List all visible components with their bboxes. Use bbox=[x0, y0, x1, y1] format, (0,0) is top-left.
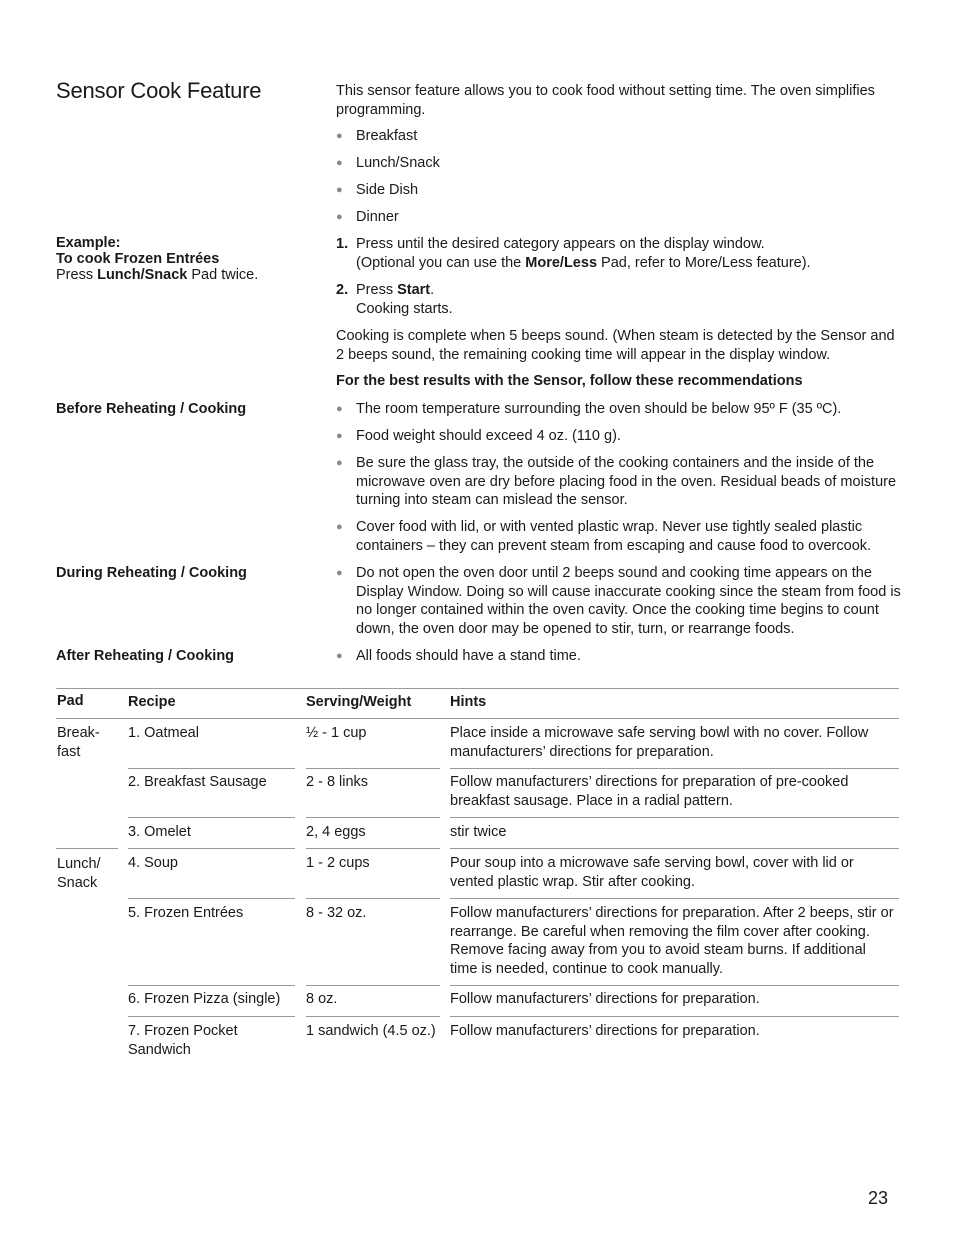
complete-paragraph: Cooking is complete when 5 beeps sound. (When steam is detected by the Sensor and 2 beeps sound, the remaining cooking time will appear in the display window. bbox=[336, 328, 895, 363]
step-text-suffix: . bbox=[430, 282, 435, 298]
cell-serving: 1 sandwich (4.5 oz.) bbox=[306, 1023, 436, 1039]
category-label: Breakfast bbox=[356, 128, 418, 144]
recommendation-item bbox=[336, 427, 901, 446]
row-rule bbox=[306, 848, 440, 849]
table-top-rule bbox=[56, 688, 899, 689]
row-rule bbox=[450, 985, 899, 986]
cell-recipe: 7. Frozen Pocket Sandwich bbox=[128, 1023, 238, 1058]
cell-recipe: 5. Frozen Entrées bbox=[128, 905, 244, 921]
column-header-pad: Pad bbox=[57, 693, 84, 709]
row-rule bbox=[128, 898, 295, 899]
recommendation-item bbox=[336, 518, 901, 556]
pad-lunch-snack: Lunch/ Snack bbox=[57, 856, 101, 891]
step-line: Cooking starts. bbox=[356, 300, 453, 317]
category-item bbox=[336, 181, 901, 200]
category-item bbox=[336, 127, 901, 146]
cell-serving: 2 - 8 links bbox=[306, 774, 369, 790]
step-2 bbox=[336, 281, 901, 319]
bullet-icon: ● bbox=[336, 567, 343, 579]
cell-hints: Follow manufacturers’ directions for preparation. bbox=[450, 1023, 760, 1039]
bullet-icon: ● bbox=[336, 184, 343, 196]
cell-hints: Place inside a microwave safe serving bowl with no cover. Follow manufacturers’ directions for preparation. bbox=[450, 725, 869, 760]
bullet-icon: ● bbox=[336, 521, 343, 533]
row-rule bbox=[306, 1016, 440, 1017]
recommendation-item bbox=[336, 564, 901, 639]
row-rule bbox=[306, 898, 440, 899]
step-text-prefix: (Optional you can use the bbox=[356, 254, 526, 271]
step-text-bold: Start bbox=[397, 282, 431, 298]
step-text-suffix: Pad, refer to More/Less feature). bbox=[597, 254, 811, 271]
row-rule bbox=[128, 768, 295, 769]
cell-serving: 1 - 2 cups bbox=[306, 855, 370, 871]
example-instruction bbox=[56, 267, 316, 283]
example-press-pad: Lunch/Snack bbox=[97, 267, 188, 283]
example-block bbox=[56, 235, 316, 283]
during-label: During Reheating / Cooking bbox=[56, 565, 247, 581]
cell-serving: 8 oz. bbox=[306, 991, 338, 1007]
recommendation-text: All foods should have a stand time. bbox=[356, 648, 581, 664]
recommendation-text: The room temperature surrounding the oven should be below 95º F (35 ºC). bbox=[356, 401, 842, 417]
cell-hints: Follow manufacturers’ directions for preparation of pre-cooked breakfast sausage. Place in a radial pattern. bbox=[450, 774, 849, 809]
recommendation-text: Do not open the oven door until 2 beeps sound and cooking time appears on the Display Window. Doing so will cause inaccurate cooking since the steam from food is no longer contained within the oven cavity. Once the cooking time begins to count down, the oven door may be opened to stir, turn, or rearrange foods. bbox=[356, 565, 901, 637]
bullet-icon: ● bbox=[336, 211, 343, 223]
row-rule bbox=[306, 768, 440, 769]
column-header-serving: Serving/Weight bbox=[306, 694, 412, 710]
step-line: Press until the desired category appears on the display window. bbox=[356, 236, 765, 252]
cell-recipe: 4. Soup bbox=[128, 855, 178, 871]
group-rule bbox=[56, 848, 118, 849]
recommendation-text: Cover food with lid, or with vented plastic wrap. Never use tightly sealed plastic containers – they can prevent steam from escaping and cause food to overcook. bbox=[356, 519, 872, 554]
row-rule bbox=[450, 848, 899, 849]
step-number: 2. bbox=[336, 282, 349, 298]
recommendation-text: Be sure the glass tray, the outside of the cooking containers and the inside of the microwave oven are dry before placing food in the oven. Residual beads of moisture turning into steam can mislead the sensor. bbox=[356, 455, 897, 508]
row-rule bbox=[450, 1016, 899, 1017]
intro-paragraph: This sensor feature allows you to cook food without setting time. The oven simplifies programming. bbox=[336, 83, 875, 118]
recommendation-item bbox=[336, 647, 901, 666]
recommendations-heading: For the best results with the Sensor, follow these recommendations bbox=[336, 373, 803, 389]
row-rule bbox=[306, 985, 440, 986]
cell-recipe: 1. Oatmeal bbox=[128, 725, 199, 741]
example-press-prefix: Press bbox=[56, 267, 98, 283]
step-text-prefix: Press bbox=[356, 282, 398, 298]
cell-recipe: 3. Omelet bbox=[128, 824, 191, 840]
pad-breakfast: Break- fast bbox=[57, 725, 100, 760]
before-label: Before Reheating / Cooking bbox=[56, 401, 247, 417]
row-rule bbox=[128, 985, 295, 986]
step-line bbox=[356, 254, 901, 273]
cell-serving: 8 - 32 oz. bbox=[306, 905, 367, 921]
category-item bbox=[336, 154, 901, 173]
row-rule bbox=[450, 817, 899, 818]
recommendation-item bbox=[336, 400, 901, 419]
recommendation-text: Food weight should exceed 4 oz. (110 g). bbox=[356, 428, 621, 444]
table-header-rule bbox=[56, 718, 899, 719]
row-rule bbox=[450, 768, 899, 769]
category-label: Side Dish bbox=[356, 182, 419, 198]
step-1 bbox=[336, 235, 901, 273]
cell-hints: stir twice bbox=[450, 824, 507, 840]
example-subheading: To cook Frozen Entrées bbox=[56, 251, 220, 267]
row-rule bbox=[128, 848, 295, 849]
row-rule bbox=[450, 898, 899, 899]
bullet-icon: ● bbox=[336, 650, 343, 662]
column-header-hints: Hints bbox=[450, 694, 487, 710]
row-rule bbox=[128, 817, 295, 818]
cell-recipe: 6. Frozen Pizza (single) bbox=[128, 991, 281, 1007]
cell-hints: Pour soup into a microwave safe serving bowl, cover with lid or vented plastic wrap. Stir after cooking. bbox=[450, 855, 854, 890]
category-label: Dinner bbox=[356, 209, 399, 225]
step-line bbox=[356, 281, 901, 300]
bullet-icon: ● bbox=[336, 130, 343, 142]
example-heading: Example: bbox=[56, 235, 121, 251]
cell-hints: Follow manufacturers’ directions for preparation. bbox=[450, 991, 760, 1007]
step-number: 1. bbox=[336, 236, 349, 252]
example-press-suffix: Pad twice. bbox=[187, 267, 259, 283]
bullet-icon: ● bbox=[336, 157, 343, 169]
cell-serving: ½ - 1 cup bbox=[306, 725, 367, 741]
bullet-icon: ● bbox=[336, 403, 343, 415]
recommendation-item bbox=[336, 454, 901, 510]
row-rule bbox=[128, 1016, 295, 1017]
category-item bbox=[336, 208, 901, 227]
cell-recipe: 2. Breakfast Sausage bbox=[128, 774, 267, 790]
cell-serving: 2, 4 eggs bbox=[306, 824, 366, 840]
cell-hints: Follow manufacturers’ directions for preparation. After 2 beeps, stir or rearrange. Be careful when removing the film cover after cooking. Remove facing away from you to avoid steam burns. If additional time is needed, continue to cook manually. bbox=[450, 905, 894, 977]
category-label: Lunch/Snack bbox=[356, 155, 440, 171]
bullet-icon: ● bbox=[336, 457, 343, 469]
step-text-bold: More/Less bbox=[525, 254, 598, 271]
bullet-icon: ● bbox=[336, 430, 343, 442]
page-number: 23 bbox=[868, 1188, 889, 1208]
after-label: After Reheating / Cooking bbox=[56, 648, 235, 664]
column-header-recipe: Recipe bbox=[128, 694, 176, 710]
page-title: Sensor Cook Feature bbox=[56, 78, 262, 103]
row-rule bbox=[306, 817, 440, 818]
